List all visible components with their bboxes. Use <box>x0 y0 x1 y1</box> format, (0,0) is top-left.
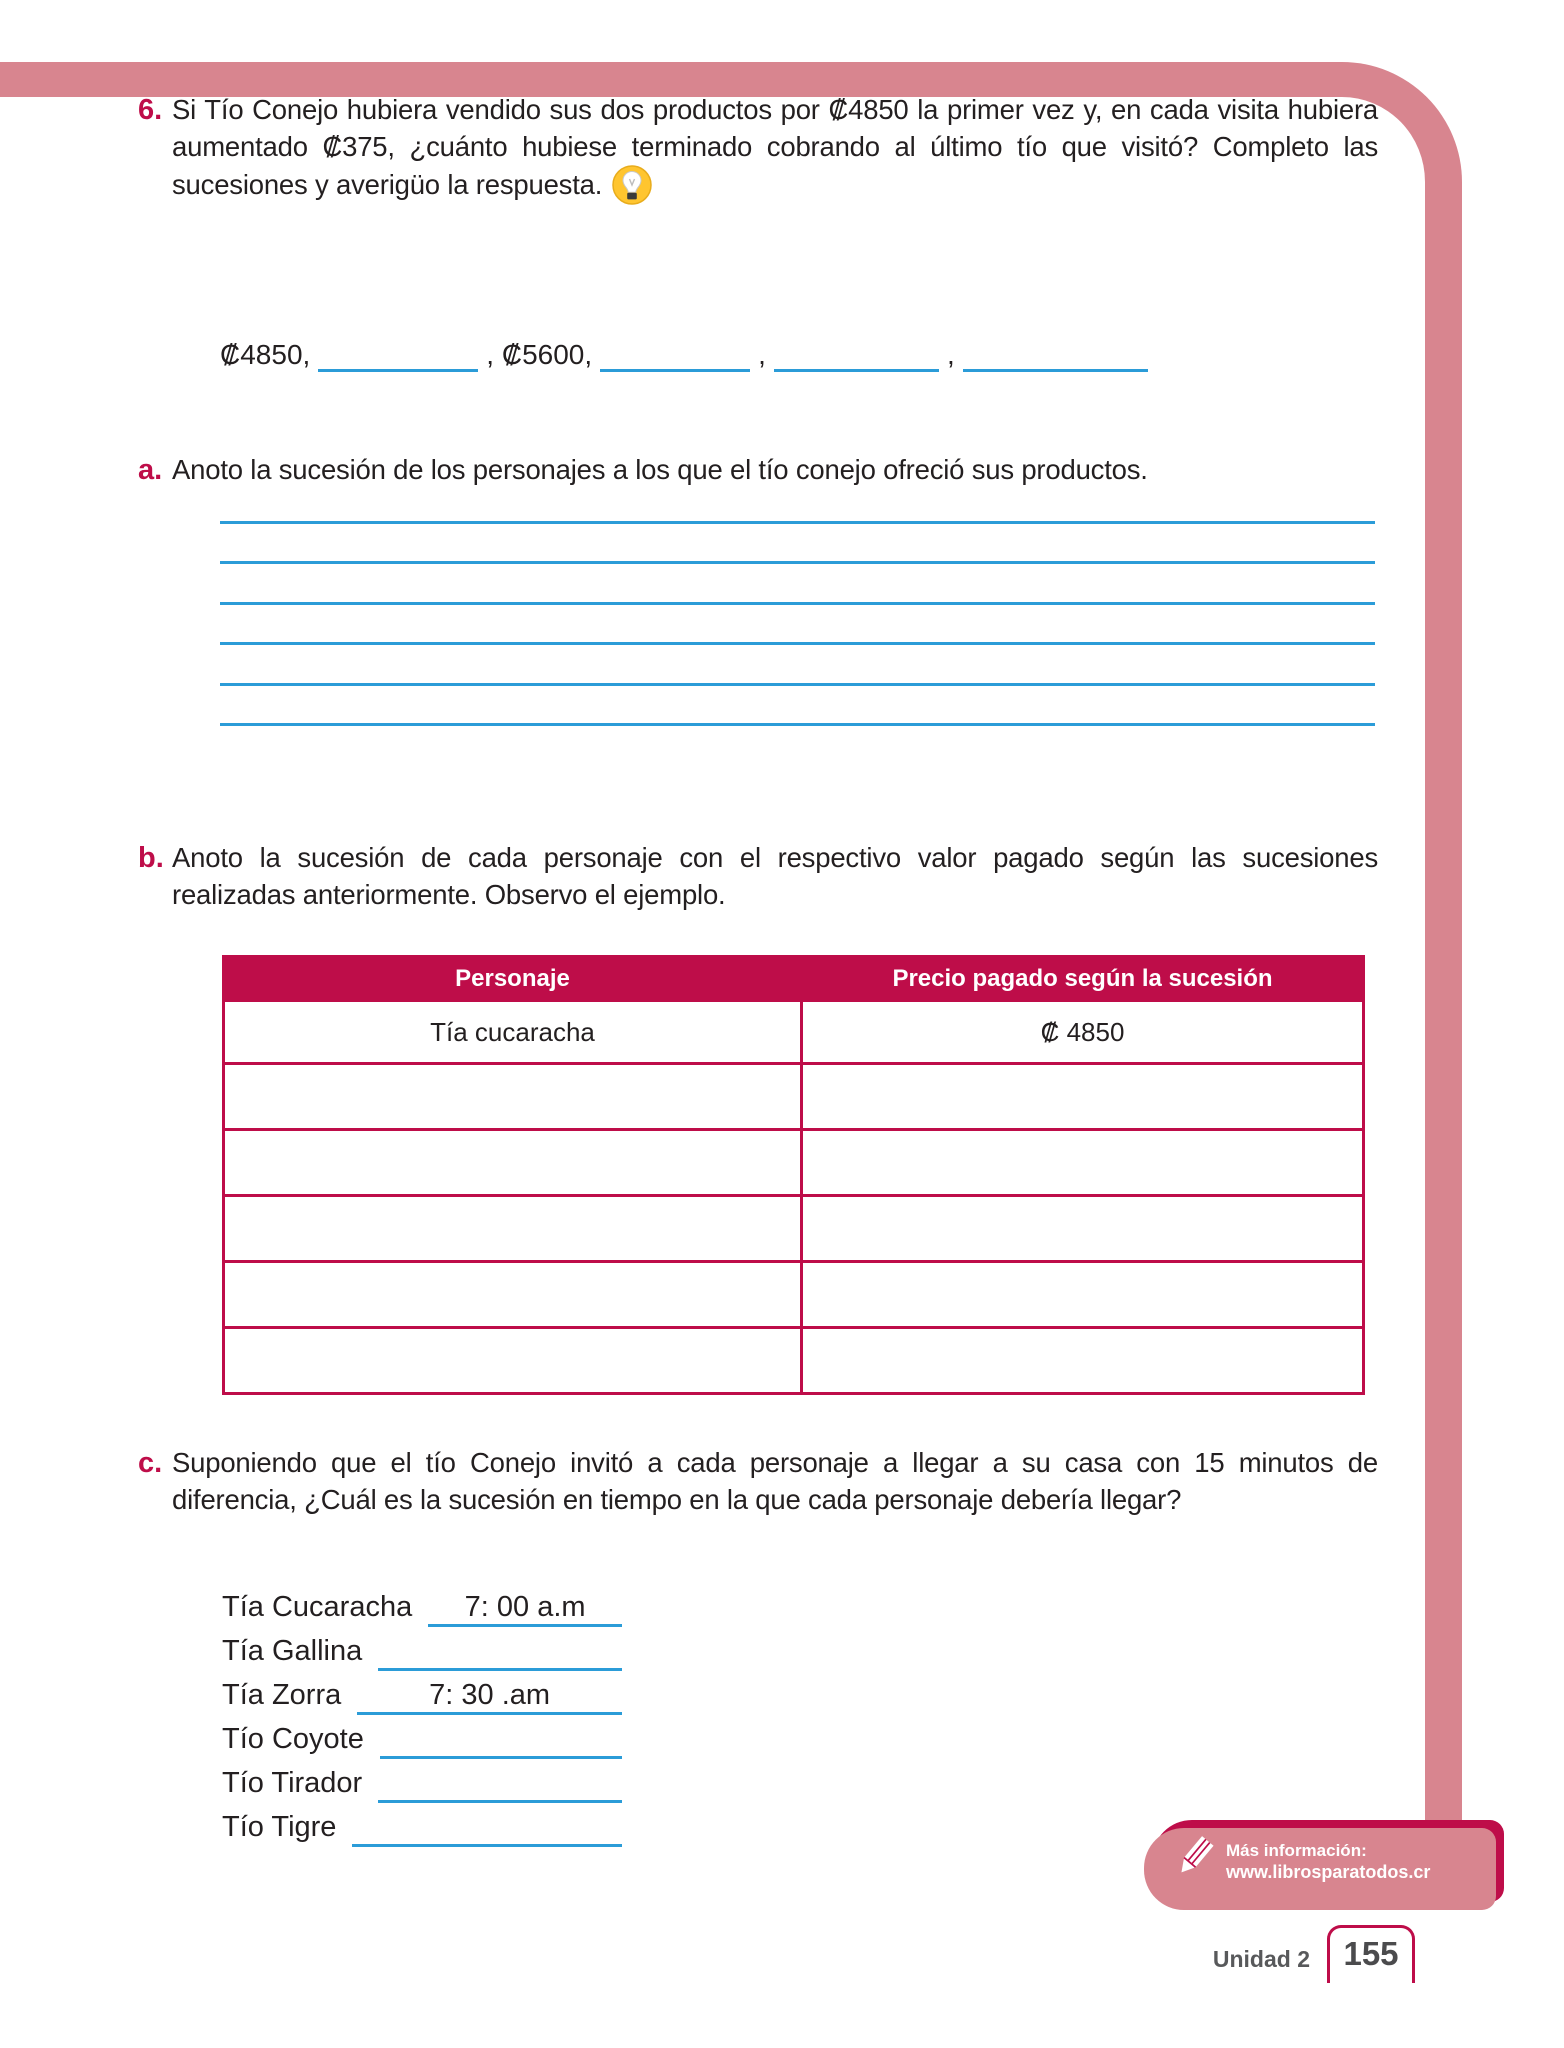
sequence-answer-blank-1[interactable] <box>318 362 478 372</box>
writing-line-3[interactable] <box>220 564 1375 605</box>
question-6 <box>138 92 1378 205</box>
table-row <box>224 1196 1364 1262</box>
table-cell-personaje[interactable] <box>224 1328 802 1394</box>
section-a-text: Anoto la sucesión de los personajes a los que el tío conejo ofreció sus productos. <box>172 454 1148 485</box>
table-cell-precio[interactable] <box>802 1328 1364 1394</box>
section-a-marker: a. <box>138 454 163 486</box>
table-row <box>224 1130 1364 1196</box>
table-cell-precio[interactable] <box>802 1262 1364 1328</box>
table-cell-personaje[interactable] <box>224 1064 802 1130</box>
section-b-line-2: realizadas anteriormente. Observo el ejemplo. <box>172 878 726 910</box>
time-answer-blank[interactable] <box>378 1633 622 1671</box>
table-cell-personaje[interactable] <box>224 1196 802 1262</box>
page-number: 155 <box>1327 1925 1415 1983</box>
writing-line-6[interactable] <box>220 686 1375 727</box>
sequence-answer-blank-3[interactable] <box>774 362 939 372</box>
price-table <box>222 955 1365 1395</box>
character-label: Tía Zorra <box>222 1679 342 1711</box>
more-info-badge <box>1152 1820 1504 1902</box>
character-label: Tío Tigre <box>222 1811 337 1843</box>
table-row <box>224 1262 1364 1328</box>
time-answer-blank[interactable] <box>352 1809 622 1847</box>
writing-line-5[interactable] <box>220 645 1375 686</box>
writing-line-4[interactable] <box>220 605 1375 646</box>
table-cell-personaje[interactable] <box>224 1262 802 1328</box>
table-header-row <box>224 957 1364 1001</box>
time-answer-blank[interactable] <box>380 1721 622 1759</box>
character-label: Tía Cucaracha <box>222 1591 413 1623</box>
table-header-personaje: Personaje <box>224 957 802 1001</box>
table-cell-precio[interactable] <box>802 1064 1364 1130</box>
character-label: Tío Tirador <box>222 1767 363 1799</box>
table-row <box>224 1328 1364 1394</box>
time-value: 7: 00 a.m <box>464 1591 586 1623</box>
question-6-line-2: aumentado ₡375, ¿cuánto hubiese terminado cobrando al último tío que visitó? Completo las <box>172 130 1378 162</box>
question-6-line-3: sucesiones y averigüo la respuesta. <box>172 165 1378 205</box>
question-6-line-1: Si Tío Conejo hubiera vendido sus dos productos por ₡4850 la primer vez y, en cada visita hubiera <box>172 94 1378 125</box>
list-item <box>222 1803 622 1847</box>
table-cell-personaje[interactable] <box>224 1130 802 1196</box>
table-cell-precio[interactable] <box>802 1196 1364 1262</box>
table-row <box>224 1001 1364 1064</box>
sequence-term-2: , ₡5600, <box>486 339 593 370</box>
section-b-marker: b. <box>138 842 164 874</box>
section-b <box>138 840 1378 913</box>
writing-line-2[interactable] <box>220 524 1375 565</box>
question-6-number: 6. <box>138 94 163 126</box>
unit-label: Unidad 2 <box>1212 1946 1310 1972</box>
section-c <box>138 1445 1378 1518</box>
time-value: 7: 30 .am <box>429 1679 551 1711</box>
lightbulb-icon <box>612 165 652 205</box>
list-item <box>222 1759 622 1803</box>
table-cell-personaje: Tía cucaracha <box>224 1001 802 1064</box>
table-cell-precio: ₡ 4850 <box>802 1001 1364 1064</box>
sequence-answer-blank-2[interactable] <box>600 362 750 372</box>
writing-line-1[interactable] <box>220 483 1375 524</box>
section-c-marker: c. <box>138 1447 163 1479</box>
sequence-answer-blank-4[interactable] <box>963 362 1148 372</box>
list-item <box>222 1627 622 1671</box>
arrival-time-list <box>222 1583 622 1847</box>
table-row <box>224 1064 1364 1130</box>
sequence-comma-2: , <box>946 339 955 370</box>
section-c-line-1: Suponiendo que el tío Conejo invitó a cada personaje a llegar a su casa con 15 minutos de <box>172 1447 1378 1478</box>
sequence-term-1: ₡4850, <box>220 339 311 370</box>
pencil-icon <box>1166 1833 1218 1889</box>
time-answer-blank[interactable] <box>357 1677 622 1715</box>
time-answer-blank[interactable] <box>378 1765 622 1803</box>
section-c-line-2: diferencia, ¿Cuál es la sucesión en tiempo en la que cada personaje debería llegar? <box>172 1483 1182 1515</box>
more-info-label: Más información: <box>1226 1840 1367 1860</box>
list-item <box>222 1583 622 1627</box>
time-answer-blank[interactable] <box>428 1589 622 1627</box>
sequence-comma-1: , <box>758 339 766 370</box>
sequence-line <box>220 338 1156 372</box>
list-item <box>222 1671 622 1715</box>
character-label: Tío Coyote <box>222 1723 364 1755</box>
more-info-url[interactable]: www.librosparatodos.cr <box>1226 1861 1431 1882</box>
table-header-precio: Precio pagado según la sucesión <box>802 957 1364 1001</box>
section-b-line-1: Anoto la sucesión de cada personaje con el respectivo valor pagado según las sucesiones <box>172 842 1378 873</box>
table-cell-precio[interactable] <box>802 1130 1364 1196</box>
character-label: Tía Gallina <box>222 1635 363 1667</box>
writing-lines <box>220 483 1375 726</box>
list-item <box>222 1715 622 1759</box>
